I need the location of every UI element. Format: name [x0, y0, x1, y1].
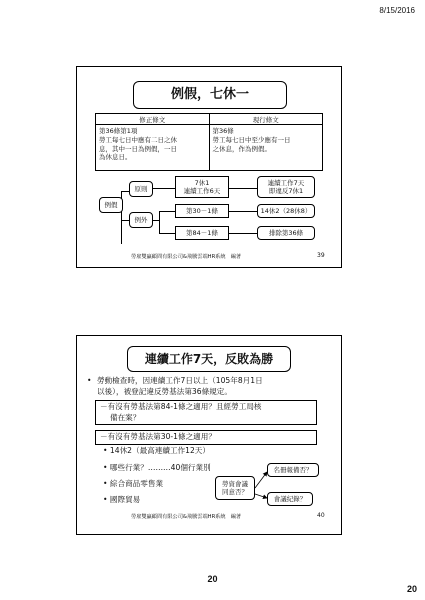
bullet-dot: •: [87, 376, 92, 385]
text-line: 為休息日。: [99, 153, 132, 162]
text-line: 同意否？: [222, 488, 248, 496]
callout-roster-filed: 名冊報備否？: [267, 463, 319, 477]
callout-labor-meeting-consent: [215, 476, 255, 500]
box-article-30-1: －有沒有勞基法第30-1條之適用？: [95, 430, 317, 445]
text-line: 勞工每七日中應有二日之休: [99, 135, 177, 144]
node-violation: [257, 176, 315, 198]
node-leave-root: 例假: [99, 197, 123, 213]
bullet-dot: •: [103, 479, 108, 488]
node-principle: 原則: [129, 181, 153, 197]
text-line: 以後），被登記違反勞基法第36條規定。: [97, 386, 232, 396]
text-line: 息，其中一日為例假，一日: [99, 144, 177, 153]
text-line: 勞工每七日中至少應有一日: [212, 135, 291, 144]
text-line: 連續工作6天: [183, 187, 221, 195]
page-number-center: 20: [207, 574, 218, 584]
bullet-dot: •: [103, 463, 108, 472]
node-seven-rest-one: [175, 176, 229, 198]
node-article-84-1: 第84－1條: [175, 226, 229, 240]
page-number-corner: 20: [406, 584, 417, 594]
text-line: 連續工作7天: [267, 178, 305, 187]
bullet-dot: •: [103, 495, 108, 504]
text-line: 即違反7休1: [268, 187, 304, 195]
bullet-dot: •: [103, 446, 108, 455]
table-header-revised: 修正條文: [96, 114, 210, 125]
text-line: 第36條: [212, 127, 234, 135]
text-line: 勞動檢查時，因連續工作7日以上（105年8月1日: [97, 376, 263, 385]
slide-number: 40: [317, 512, 325, 519]
text-line: 哪些行業？………40個行業別: [109, 463, 211, 472]
text-line: 第36條第1項: [99, 127, 138, 135]
node-exception: 例外: [129, 212, 153, 228]
text-line: 勞資會議: [222, 479, 248, 488]
slide-40: [76, 335, 342, 535]
node-14-rest-2: 14休2（28休8）: [257, 204, 315, 218]
text-line: 備在案？: [110, 412, 141, 422]
slide-number: 39: [317, 252, 325, 259]
slide-footer: 勞雇雙贏顧問有限公司&飛騰雲端HR系統 編著: [131, 254, 242, 260]
text-line: 之休息，作為例假。: [212, 144, 271, 153]
print-date: 8/15/2016: [379, 6, 415, 15]
slide-title: 連續工作7天，反敗為勝: [127, 346, 291, 372]
text-line: －有沒有勞基法第84-1條之適用？且經勞工局核: [100, 402, 262, 411]
text-line: 綜合商品零售業: [109, 479, 164, 488]
slide-title: 例假，七休一: [133, 81, 287, 109]
node-article-30-1: 第30－1條: [175, 204, 229, 218]
text-line: 14休2（最高連續工作12天）: [109, 446, 210, 455]
text-line: 國際貿易: [109, 495, 141, 504]
slide-39: [76, 66, 342, 268]
slide-footer: 勞雇雙贏顧問有限公司&飛騰雲端HR系統 編著: [131, 514, 242, 520]
leave-tree-diagram: [77, 67, 341, 267]
callout-meeting-minutes: 會議紀錄？: [267, 492, 313, 506]
text-line: 7休1: [194, 178, 210, 187]
node-exclude-article-36: 排除第36條: [257, 226, 315, 240]
table-header-current: 現行條文: [209, 114, 323, 125]
